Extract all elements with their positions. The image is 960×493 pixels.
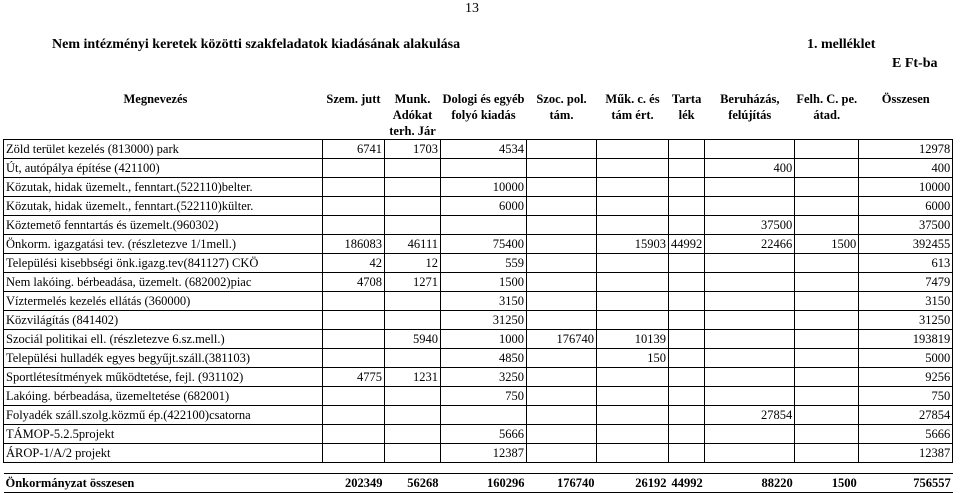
table-cell	[795, 140, 859, 159]
table-cell: 37500	[705, 216, 795, 235]
total-row	[4, 474, 953, 493]
table-row	[4, 254, 953, 273]
table-cell	[669, 406, 705, 425]
table-cell	[527, 254, 597, 273]
table-cell	[597, 387, 669, 406]
table-cell	[669, 311, 705, 330]
table-cell: 1231	[385, 368, 441, 387]
table-row	[4, 273, 953, 292]
total-cell: 756557	[859, 474, 953, 493]
table-cell: 3150	[859, 292, 953, 311]
table-cell	[795, 216, 859, 235]
table-row	[4, 235, 953, 254]
table-cell	[323, 178, 385, 197]
table-row	[4, 159, 953, 178]
table-cell	[705, 387, 795, 406]
table-cell: 176740	[527, 330, 597, 349]
table-cell: 12978	[859, 140, 953, 159]
table-cell	[385, 292, 441, 311]
total-label: Önkormányzat összesen	[4, 474, 323, 493]
row-label: TÁMOP-5.2.5projekt	[4, 425, 323, 444]
table-cell	[669, 425, 705, 444]
table-row	[4, 311, 953, 330]
table-cell	[669, 292, 705, 311]
table-cell: 46111	[385, 235, 441, 254]
table-cell	[597, 368, 669, 387]
unit-label: E Ft-ba	[892, 56, 938, 71]
row-label: Köztemető fenntartás és üzemelt.(960302)	[4, 216, 323, 235]
table-cell	[669, 273, 705, 292]
table-cell: 4850	[441, 349, 527, 368]
table-cell: 12387	[859, 444, 953, 463]
table-cell: 6741	[323, 140, 385, 159]
table-cell: 10000	[441, 178, 527, 197]
table-cell: 15903	[597, 235, 669, 254]
table-cell	[527, 197, 597, 216]
table-cell	[527, 349, 597, 368]
table-cell: 400	[705, 159, 795, 178]
table-cell	[441, 159, 527, 178]
table-cell	[597, 444, 669, 463]
table-cell	[705, 273, 795, 292]
total-cell: 176740	[527, 474, 597, 493]
table-cell: 44992	[669, 235, 705, 254]
table-cell: 193819	[859, 330, 953, 349]
table-cell	[323, 387, 385, 406]
table-cell	[385, 444, 441, 463]
row-label: Közvilágítás (841402)	[4, 311, 323, 330]
table-cell: 31250	[859, 311, 953, 330]
table-cell: 750	[441, 387, 527, 406]
column-header: Műk. c. és tám ért.	[605, 92, 660, 122]
table-cell	[795, 254, 859, 273]
row-label: Települési kisebbségi önk.igazg.tev(841127) CKÖ	[4, 254, 323, 273]
table-row	[4, 178, 953, 197]
table-cell	[385, 159, 441, 178]
column-header: Összesen	[881, 92, 930, 106]
table-cell	[705, 197, 795, 216]
table-row	[4, 330, 953, 349]
table-cell: 392455	[859, 235, 953, 254]
table-cell	[795, 197, 859, 216]
table-row	[4, 425, 953, 444]
table-cell: 5000	[859, 349, 953, 368]
table-row	[4, 444, 953, 463]
table-cell	[597, 292, 669, 311]
table-row	[4, 349, 953, 368]
table-cell	[527, 292, 597, 311]
table-cell	[385, 178, 441, 197]
table-cell	[669, 216, 705, 235]
table-row	[4, 368, 953, 387]
table-cell: 186083	[323, 235, 385, 254]
table-cell	[705, 444, 795, 463]
table-cell	[705, 140, 795, 159]
table-cell: 1500	[795, 235, 859, 254]
table-cell	[795, 159, 859, 178]
table-cell	[795, 406, 859, 425]
table-cell: 37500	[859, 216, 953, 235]
row-label: ÁROP-1/A/2 projekt	[4, 444, 323, 463]
column-header: Felh. C. pe. átad.	[796, 92, 858, 122]
column-header: Beruházás, felújítás	[720, 92, 780, 122]
column-header: Dologi és egyéb folyó kiadás	[442, 92, 525, 122]
table-cell	[323, 311, 385, 330]
table-cell: 4534	[441, 140, 527, 159]
table-cell	[527, 178, 597, 197]
table-cell	[597, 140, 669, 159]
table-cell: 1271	[385, 273, 441, 292]
table-cell	[323, 292, 385, 311]
table-cell	[705, 178, 795, 197]
table-body	[4, 140, 953, 463]
table-cell	[795, 425, 859, 444]
table-cell	[597, 178, 669, 197]
table-cell: 5666	[859, 425, 953, 444]
table-cell	[527, 273, 597, 292]
table-cell	[597, 254, 669, 273]
table-cell	[795, 444, 859, 463]
table-cell	[323, 349, 385, 368]
document-title: Nem intézményi keretek közötti szakfeladatok kiadásának alakulása	[52, 37, 461, 52]
table-cell	[527, 159, 597, 178]
row-label: Önkorm. igazgatási tev. (részletezve 1/1mell.)	[4, 235, 323, 254]
table-cell	[385, 425, 441, 444]
table-row	[4, 387, 953, 406]
table-cell	[669, 368, 705, 387]
table-cell: 5940	[385, 330, 441, 349]
table-cell	[669, 254, 705, 273]
table-cell	[795, 292, 859, 311]
table-cell: 6000	[859, 197, 953, 216]
table-cell	[441, 216, 527, 235]
table-cell	[441, 406, 527, 425]
table-cell	[669, 387, 705, 406]
table-row	[4, 406, 953, 425]
table-cell: 12387	[441, 444, 527, 463]
table-cell: 27854	[859, 406, 953, 425]
table-cell	[597, 425, 669, 444]
table-cell: 10000	[859, 178, 953, 197]
table-row	[4, 197, 953, 216]
table-cell	[323, 159, 385, 178]
column-header: Munk. Adókat terh. Jár	[389, 92, 436, 138]
row-label: Szociál politikai ell. (részletezve 6.sz.mell.)	[4, 330, 323, 349]
table-cell	[669, 349, 705, 368]
expenditure-table	[3, 91, 953, 493]
column-header: Tarta lék	[671, 92, 702, 122]
table-cell	[323, 425, 385, 444]
table-cell	[705, 254, 795, 273]
row-label: Közutak, hidak üzemelt., fenntart.(522110)belter.	[4, 178, 323, 197]
table-cell	[705, 368, 795, 387]
table-cell: 12	[385, 254, 441, 273]
table-cell	[597, 197, 669, 216]
table-cell: 6000	[441, 197, 527, 216]
table-cell	[323, 444, 385, 463]
table-cell	[323, 197, 385, 216]
table-cell	[385, 197, 441, 216]
table-cell: 27854	[705, 406, 795, 425]
table-cell	[795, 349, 859, 368]
table-cell	[527, 406, 597, 425]
table-cell: 400	[859, 159, 953, 178]
table-cell	[323, 330, 385, 349]
table-cell	[597, 216, 669, 235]
table-cell	[527, 140, 597, 159]
table-cell	[385, 311, 441, 330]
table-cell	[323, 406, 385, 425]
table-cell	[795, 387, 859, 406]
row-label: Lakóing. bérbeadása, üzemeltetése (682001)	[4, 387, 323, 406]
column-header: Szem. jutt	[326, 92, 381, 106]
table-cell	[385, 349, 441, 368]
table-cell: 5666	[441, 425, 527, 444]
table-row	[4, 292, 953, 311]
table-cell	[795, 330, 859, 349]
table-cell	[323, 216, 385, 235]
total-cell: 56268	[385, 474, 441, 493]
total-cell: 26192	[597, 474, 669, 493]
row-label: Sportlétesítmények működtetése, fejl. (931102)	[4, 368, 323, 387]
table-cell	[385, 216, 441, 235]
table-cell: 613	[859, 254, 953, 273]
table-cell: 1703	[385, 140, 441, 159]
row-label: Zöld terület kezelés (813000) park	[4, 140, 323, 159]
total-cell: 160296	[441, 474, 527, 493]
row-label: Települési hulladék egyes begyűjt.száll.(381103)	[4, 349, 323, 368]
annex-label: 1. melléklet	[807, 37, 876, 52]
table-cell: 3250	[441, 368, 527, 387]
total-cell: 88220	[705, 474, 795, 493]
table-cell	[795, 178, 859, 197]
table-cell: 1500	[441, 273, 527, 292]
table-cell	[527, 425, 597, 444]
table-cell	[527, 387, 597, 406]
table-cell: 31250	[441, 311, 527, 330]
table-cell	[795, 368, 859, 387]
row-label: Út, autópálya építése (421100)	[4, 159, 323, 178]
table-cell	[669, 178, 705, 197]
table-cell: 7479	[859, 273, 953, 292]
table-cell	[705, 311, 795, 330]
column-header: Szoc. pol. tám.	[536, 92, 587, 122]
table-cell	[669, 140, 705, 159]
table-cell: 4775	[323, 368, 385, 387]
table-cell: 1000	[441, 330, 527, 349]
table-row	[4, 140, 953, 159]
table-cell	[795, 311, 859, 330]
table-cell	[669, 159, 705, 178]
table-cell	[705, 425, 795, 444]
table-cell	[597, 159, 669, 178]
table-cell	[597, 311, 669, 330]
table-cell	[597, 273, 669, 292]
table-cell	[705, 292, 795, 311]
total-cell: 1500	[795, 474, 859, 493]
table-row	[4, 216, 953, 235]
table-cell	[795, 273, 859, 292]
total-cell: 44992	[669, 474, 705, 493]
table-cell	[705, 349, 795, 368]
table-cell: 559	[441, 254, 527, 273]
table-cell	[705, 330, 795, 349]
table-cell: 750	[859, 387, 953, 406]
table-cell: 3150	[441, 292, 527, 311]
table-cell	[527, 311, 597, 330]
table-cell	[385, 387, 441, 406]
table-cell	[669, 197, 705, 216]
row-label: Folyadék száll.szolg.közmű ép.(422100)csatorna	[4, 406, 323, 425]
table-cell: 42	[323, 254, 385, 273]
table-cell	[527, 444, 597, 463]
table-cell	[527, 235, 597, 254]
total-cell: 202349	[323, 474, 385, 493]
table-cell: 22466	[705, 235, 795, 254]
table-cell	[385, 406, 441, 425]
table-cell: 10139	[597, 330, 669, 349]
table-cell	[669, 444, 705, 463]
page-number: 13	[465, 1, 479, 16]
table-cell	[527, 216, 597, 235]
table-cell: 9256	[859, 368, 953, 387]
table-cell: 150	[597, 349, 669, 368]
table-cell: 4708	[323, 273, 385, 292]
column-header: Megnevezés	[123, 92, 188, 106]
header-row	[4, 91, 953, 140]
row-label: Közutak, hidak üzemelt., fenntart.(522110)külter.	[4, 197, 323, 216]
row-label: Nem lakóing. bérbeadása, üzemelt. (682002)piac	[4, 273, 323, 292]
table-cell	[669, 330, 705, 349]
table-cell: 75400	[441, 235, 527, 254]
table-cell	[527, 368, 597, 387]
row-label: Víztermelés kezelés ellátás (360000)	[4, 292, 323, 311]
table-cell	[597, 406, 669, 425]
